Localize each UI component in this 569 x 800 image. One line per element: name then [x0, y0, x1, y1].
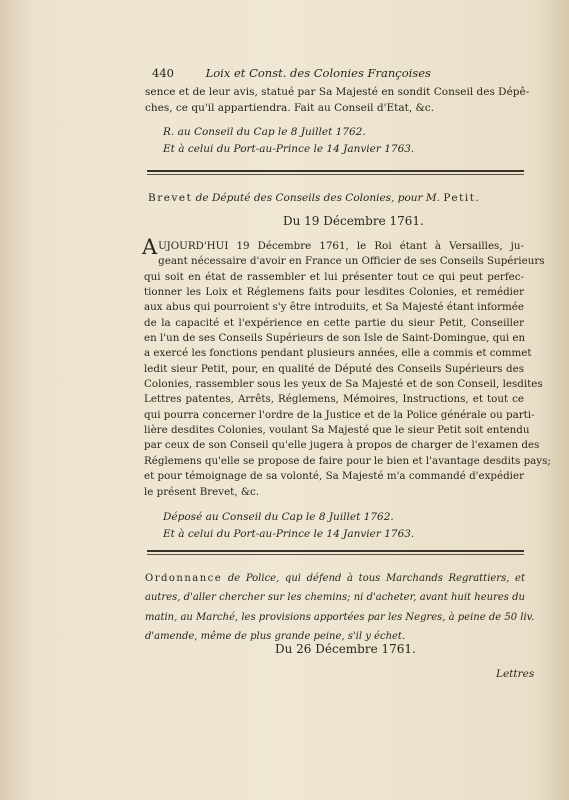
ordonnance-line: d'amende, même de plus grande peine, s'il y échet. [145, 630, 406, 642]
ordonnance-date: Du 26 Décembre 1761. [275, 642, 416, 656]
body-line: le présent Brevet, &c. [144, 485, 260, 498]
body-line: et pour témoignage de sa volonté, Sa Majesté m'a commandé d'expédier [144, 470, 524, 483]
brevet-title-name: Petit. [443, 192, 481, 204]
brevet-date: Du 19 Décembre 1761. [283, 214, 424, 228]
body-line: tionner les Loix et Réglemens faits pour lesdites Colonies, et remédier [144, 286, 524, 299]
brevet-title [148, 193, 480, 204]
ordonnance-title [145, 569, 535, 646]
body-line: de la capacité et l'expérience en cette partie du sieur Petit, Conseiller [144, 316, 524, 329]
brevet-registration-2: Et à celui du Port-au-Prince le 14 Janvier 1763. [163, 528, 415, 540]
body-line: en l'un de ses Conseils Supérieurs de son Isle de Saint-Domingue, qui en [144, 332, 526, 345]
continuation-line-1: sence et de leur avis, statué par Sa Majesté en sondit Conseil des Dépê- [145, 86, 530, 98]
body-line: lière desdites Colonies, voulant Sa Majesté que le sieur Petit soit entendu [144, 424, 530, 437]
section-divider [147, 550, 524, 552]
body-line: par ceux de son Conseil qu'elle jugera à propos de charger de l'examen des [144, 439, 540, 452]
page-number: 440 [152, 66, 174, 80]
section-divider-thin [147, 554, 524, 555]
body-line: Réglemens qu'elle se propose de faire pour le bien et l'avantage desdits pays; [144, 454, 551, 467]
body-line: aux abus qui pourroient s'y être introduits, et Sa Majesté étant informée [144, 301, 524, 314]
brevet-title-rest: de Député des Conseils des Colonies, pour M. [192, 192, 444, 204]
brevet-title-lead: Brevet [148, 192, 193, 204]
ordonnance-line: autres, d'aller chercher sur les chemins; ni d'acheter, avant huit heures du [145, 592, 525, 604]
drop-cap: A [142, 235, 158, 259]
body-line: qui pourra concerner l'ordre de la Justice et de la Police générale ou parti- [144, 408, 535, 421]
ordonnance-lead: Ordonnance [145, 573, 223, 584]
section-divider-thin [147, 174, 524, 175]
section-divider [147, 170, 524, 172]
body-line: Colonies, rassembler sous les yeux de Sa Majesté et de son Conseil, lesdites [144, 378, 543, 391]
body-line: qui soit en état de rassembler et lui présenter tout ce qui peut perfec- [144, 270, 524, 283]
body-line: geant nécessaire d'avoir en France un Officier de ses Conseils Supérieurs [158, 255, 545, 268]
ordonnance-line-1-rest: de Police, qui défend à tous Marchands Regrattiers, et [222, 573, 525, 584]
body-line: a exercé les fonctions pendant plusieurs années, elle a commis et commet [144, 347, 532, 360]
ordonnance-line [145, 569, 525, 588]
page-header [152, 68, 431, 80]
registration-line-2: Et à celui du Port-au-Prince le 14 Janvier 1763. [163, 143, 415, 155]
body-line: Lettres patentes, Arrêts, Réglemens, Mémoires, Instructions, et tout ce [144, 393, 524, 406]
continuation-line-2: ches, ce qu'il appartiendra. Fait au Conseil d'Etat, &c. [145, 102, 435, 114]
catchword: Lettres [496, 668, 535, 680]
body-line: ledit sieur Petit, pour, en qualité de Député des Conseils Supérieurs des [144, 362, 524, 375]
running-title: Loix et Const. des Colonies Françoises [205, 66, 431, 80]
brevet-body [142, 235, 551, 500]
body-line: UJOURD'HUI 19 Décembre 1761, le Roi étant à Versailles, ju- [158, 240, 524, 252]
registration-line-1: R. au Conseil du Cap le 8 Juillet 1762. [163, 126, 366, 138]
brevet-registration-1: Déposé au Conseil du Cap le 8 Juillet 1762. [163, 511, 394, 523]
ordonnance-line: matin, au Marché, les provisions apportées par les Negres, à peine de 50 liv. [145, 611, 535, 623]
